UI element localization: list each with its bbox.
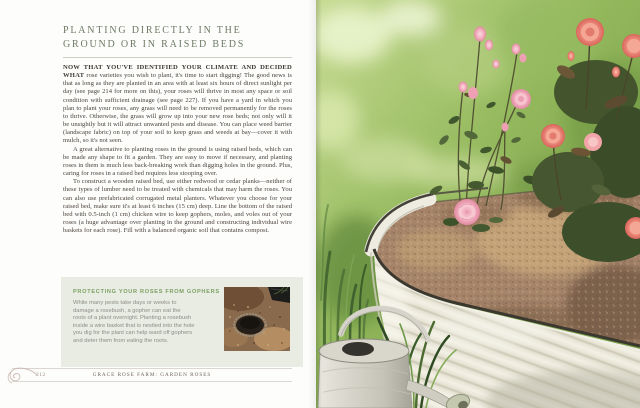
left-page [0, 0, 316, 408]
tip-box-body: While many pests take days or weeks to damage a rosebush, a gopher can eat the roots of a plant overnight. Planting a rosebush inside a wire basket that is nestled into the hole you dig for the plant can help ward off gophers and deter them from eating the roots. [73, 300, 195, 344]
gopher-tip-box [61, 277, 303, 367]
page-footer [12, 368, 292, 382]
gopher-basket-photo [224, 287, 290, 351]
garden-photo [316, 0, 640, 408]
body-text [63, 64, 292, 235]
flourish-ornament-icon [4, 364, 38, 386]
page-number: 212 [36, 372, 46, 378]
paragraph-1 [63, 64, 292, 146]
page-title [63, 24, 292, 52]
right-page-photo [316, 0, 640, 408]
paragraph-3: To construct a wooden raised bed, use either redwood or cedar planks—neither of these types of lumber need to be treated with chemicals that may harm the roses. You can also use prefabricated corrugated metal planters. Whatever you choose for your raised bed, make sure it's at least 6 inches (15 cm) deep. Line the bottom of the raised bed with 0.5-inch (1 cm) chicken wire to keep gophers, moles, and voles out of your roses (a huge advantage over planting in the ground and constructing individual wire baskets for each rose). Fill with a balanced organic soil that contains compost. [63, 178, 292, 235]
tip-box-header: PROTECTING YOUR ROSES FROM GOPHERS [73, 289, 220, 295]
paragraph-2: A great alternative to planting roses in the ground is using raised beds, which can be made any shape to fit a garden. They are easy to move if necessary, and planting roses in them is much less back-breaking work than digging holes in the ground. Plus, caring for roses in a raised bed requires less stooping over. [63, 145, 292, 178]
paragraph-1-lead-in: NOW THAT YOU'VE IDENTIFIED YOUR CLIMATE AND DECIDED WHAT [63, 64, 292, 80]
paragraph-1-rest: rose varieties you wish to plant, it's time to start digging! The good news is that as long as they are planted in an area with at least six hours of direct sunlight per day (see page 214 for more on this), your roses will thrive in most any space or soil condition with sufficient drainage (see page 227). If you have a yard in which you plan to plant your roses, any grass will need to be removed permanently for the roses to thrive. Otherwise, the grass will grow up into your new rose beds; not only will it be unsightly but it will attract unwanted pests and disease. You can place weed barrier (landscape fabric) on top of your soil to keep grass and weeds at bay—cover it with mulch, so it's not seen. [63, 72, 292, 145]
title-rule [63, 57, 292, 58]
running-footer-title: GRACE ROSE FARM: GARDEN ROSES [92, 372, 212, 378]
page-title-line2: GROUND OR IN RAISED BEDS [63, 39, 246, 50]
page-title-line1: PLANTING DIRECTLY IN THE [63, 25, 242, 36]
left-page-content [63, 24, 292, 235]
